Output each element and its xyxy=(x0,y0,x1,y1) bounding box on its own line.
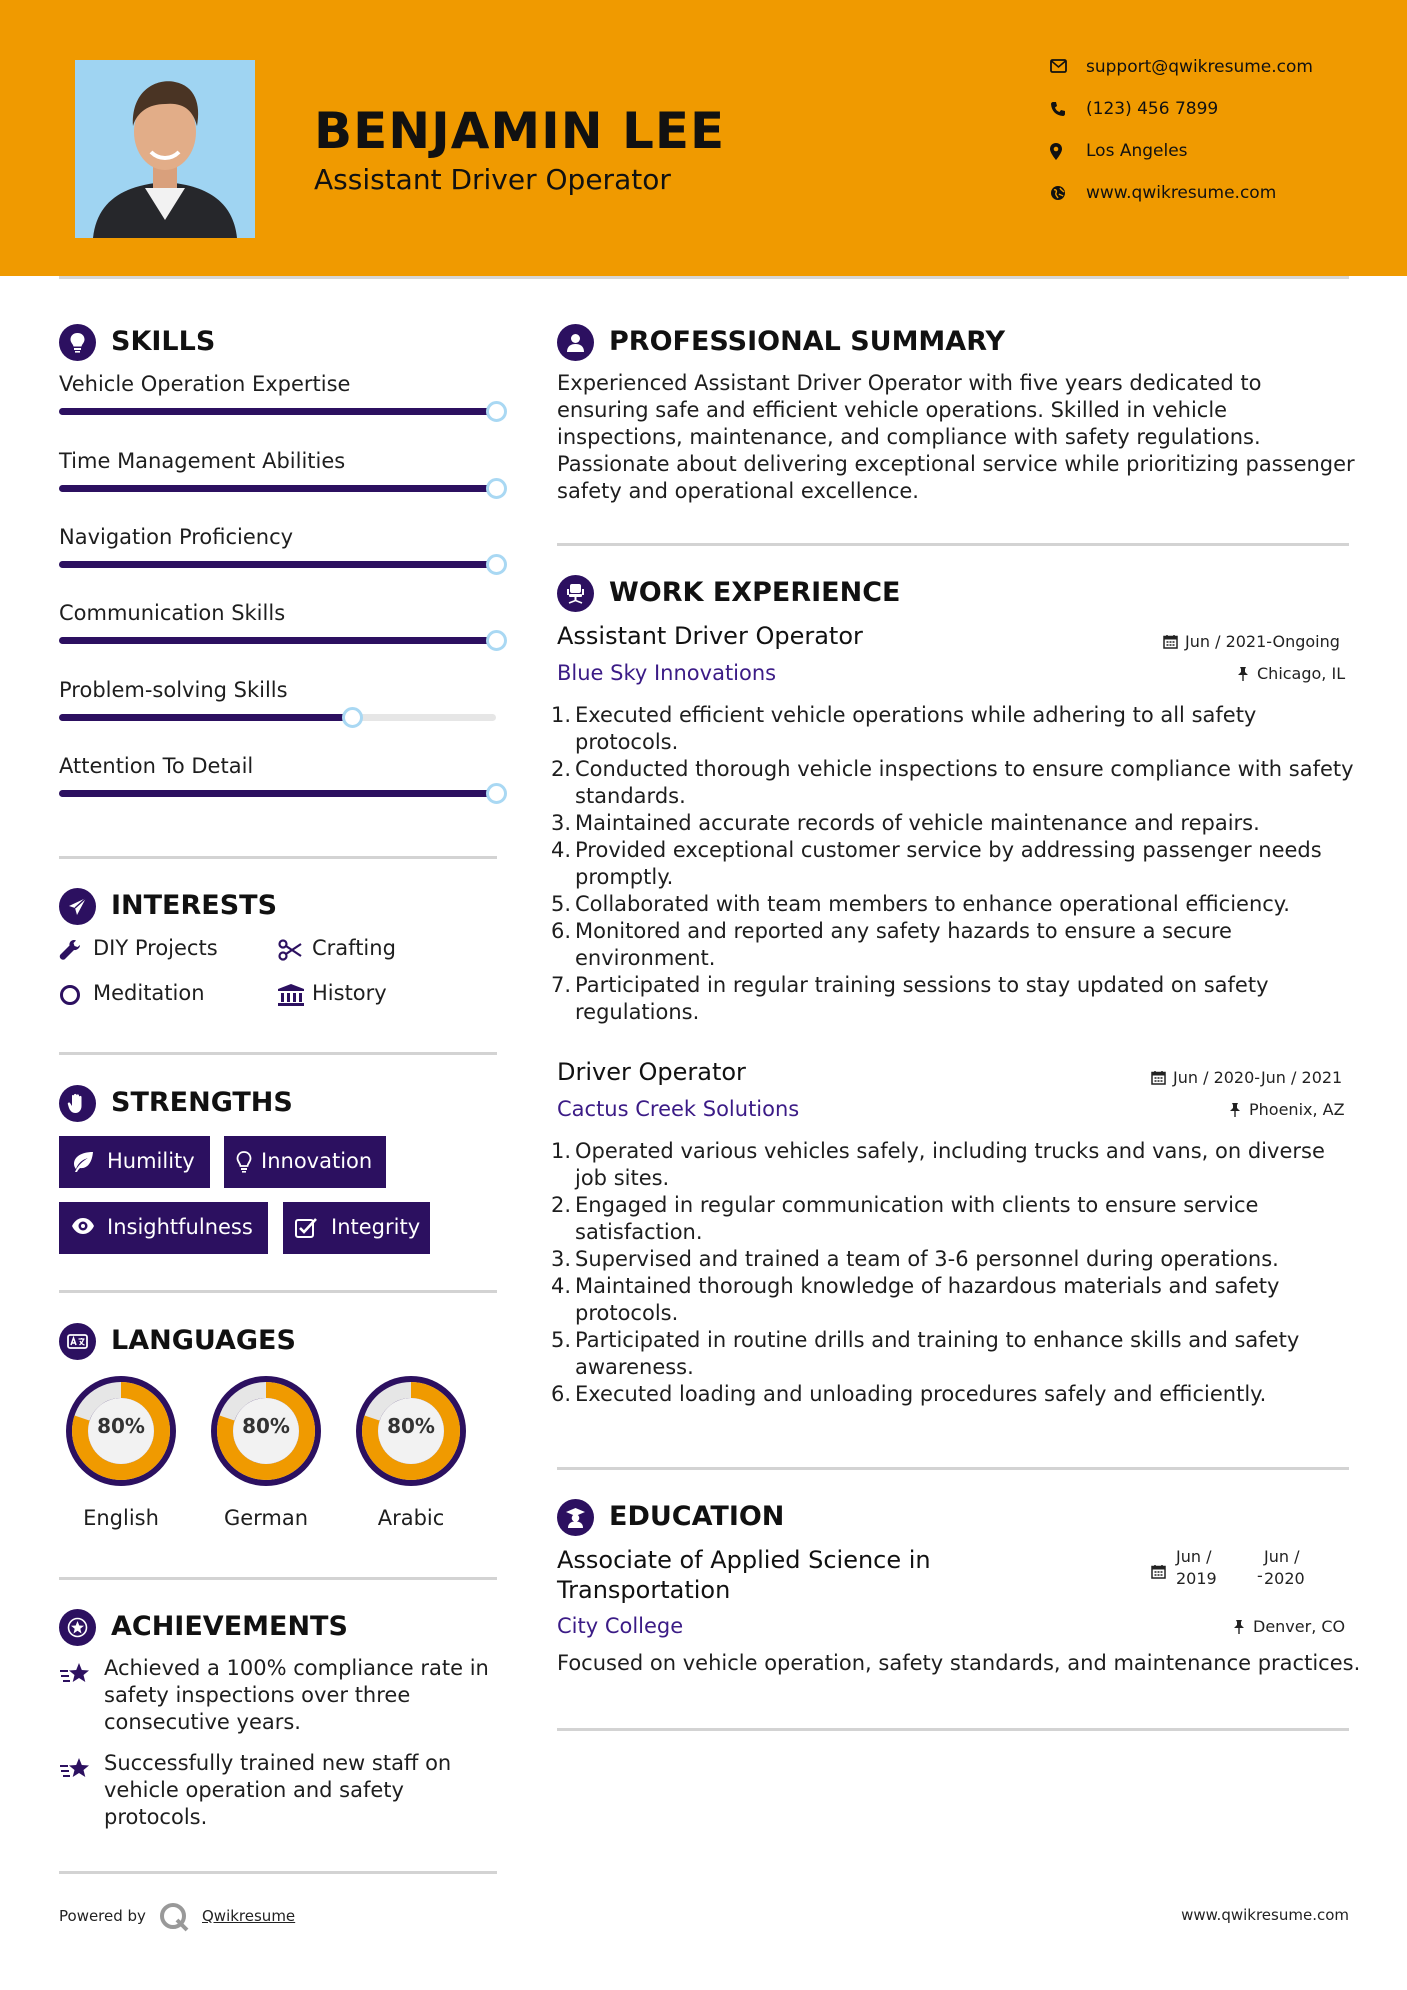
job-bullet-text: Executed loading and unloading procedures safely and efficiently. xyxy=(575,1382,1267,1406)
contact-location-text: Los Angeles xyxy=(1086,141,1188,161)
skill-label: Attention To Detail xyxy=(59,754,254,778)
job-bullet: 4. Maintained thorough knowledge of hazardous materials and safety protocols. xyxy=(551,1274,1280,1325)
skill-item xyxy=(59,372,509,428)
section-divider xyxy=(59,856,497,859)
museum-icon xyxy=(278,984,304,1006)
powered-by-text: Powered by xyxy=(59,1907,146,1925)
contact-location xyxy=(1050,140,1350,164)
skill-bar-fill xyxy=(59,408,496,415)
skill-bar xyxy=(59,561,496,568)
education-end-year: 2020 xyxy=(1264,1569,1305,1588)
skill-label: Communication Skills xyxy=(59,601,286,625)
strength-tag xyxy=(283,1202,430,1254)
contact-phone-text: (123) 456 7899 xyxy=(1086,99,1219,119)
language-card-icon xyxy=(59,1323,96,1360)
skill-item xyxy=(59,754,509,810)
strengths-title: STRENGTHS xyxy=(111,1087,293,1118)
job-bullets xyxy=(553,1138,1363,1408)
job-location-text: Phoenix, AZ xyxy=(1249,1100,1345,1119)
skill-bar-fill xyxy=(59,790,496,797)
star-badge-icon xyxy=(59,1609,96,1646)
job-bullet: 3. Maintained accurate records of vehicle maintenance and repairs. xyxy=(551,811,1260,835)
education-date-dash: - xyxy=(1257,1566,1263,1585)
shooting-star-icon xyxy=(59,1661,93,1687)
interest-label: Crafting xyxy=(312,936,396,960)
eye-icon xyxy=(71,1217,95,1235)
job-bullet: 2. Conducted thorough vehicle inspections to ensure compliance with safety standards. xyxy=(551,757,1354,808)
education-end-month: Jun / xyxy=(1264,1547,1300,1566)
strength-tag xyxy=(59,1202,268,1254)
circle-icon xyxy=(59,984,81,1006)
experience-title: WORK EXPERIENCE xyxy=(609,577,901,608)
resume-header xyxy=(0,0,1407,276)
strength-tag xyxy=(59,1136,210,1188)
candidate-name: BENJAMIN LEE xyxy=(314,102,726,160)
strength-label: Integrity xyxy=(331,1215,421,1239)
language-percent: 80% xyxy=(97,1414,145,1438)
calendar-icon xyxy=(1151,1070,1166,1085)
skill-bar-fill xyxy=(59,714,352,721)
user-icon xyxy=(557,324,594,361)
job-bullets xyxy=(553,702,1363,1026)
candidate-role: Assistant Driver Operator xyxy=(314,163,671,196)
phone-icon xyxy=(1050,101,1066,117)
contact-website[interactable] xyxy=(1050,182,1350,206)
achievement-item xyxy=(59,1750,489,1831)
section-divider xyxy=(557,1467,1349,1470)
section-divider xyxy=(59,1290,497,1293)
lightbulb-icon xyxy=(236,1151,252,1173)
job-title: Assistant Driver Operator xyxy=(557,622,863,650)
section-divider xyxy=(557,1728,1349,1731)
languages-title: LANGUAGES xyxy=(111,1325,296,1356)
education-start-month: Jun / xyxy=(1176,1547,1212,1566)
job-bullet: 4. Provided exceptional customer service by addressing passenger needs promptly. xyxy=(551,838,1322,889)
contact-phone[interactable] xyxy=(1050,98,1350,122)
job-bullet: 1. Executed efficient vehicle operations while adhering to all safety protocols. xyxy=(551,703,1257,754)
skill-bar-knob xyxy=(486,630,507,651)
section-divider xyxy=(59,1052,497,1055)
lightbulb-icon xyxy=(59,324,96,361)
strength-tag xyxy=(224,1136,386,1188)
skill-label: Navigation Proficiency xyxy=(59,525,294,549)
interest-label: DIY Projects xyxy=(93,936,218,960)
calendar-icon xyxy=(1151,1564,1166,1579)
skill-item xyxy=(59,525,509,581)
pushpin-icon xyxy=(1237,666,1249,681)
skill-bar-knob xyxy=(486,783,507,804)
job-bullet-text: Conducted thorough vehicle inspections to ensure compliance with safety standards. xyxy=(575,757,1354,808)
location-pin-icon xyxy=(1050,143,1062,160)
skill-bar-knob xyxy=(486,478,507,499)
calendar-icon xyxy=(1163,634,1178,649)
checkbox-icon xyxy=(295,1217,317,1239)
job-bullet-text: Participated in routine drills and training to enhance skills and safety awareness. xyxy=(575,1328,1300,1379)
interest-label: History xyxy=(312,981,387,1005)
shooting-star-icon xyxy=(59,1756,93,1782)
skill-label: Vehicle Operation Expertise xyxy=(59,372,351,396)
job-title: Driver Operator xyxy=(557,1058,746,1086)
pushpin-icon xyxy=(1233,1619,1245,1634)
brand-link[interactable]: Qwikresume xyxy=(202,1907,296,1925)
raised-hand-icon xyxy=(59,1085,96,1122)
degree-title: Associate of Applied Science in xyxy=(557,1546,931,1574)
school-name[interactable]: City College xyxy=(557,1614,684,1638)
section-divider xyxy=(557,543,1349,546)
skill-bar-knob xyxy=(486,401,507,422)
job-bullet-text: Provided exceptional customer service by addressing passenger needs promptly. xyxy=(575,838,1322,889)
strength-label: Insightfulness xyxy=(107,1215,253,1239)
job-bullet-text: Operated various vehicles safely, including trucks and vans, on diverse job sites. xyxy=(575,1139,1325,1190)
skill-label: Time Management Abilities xyxy=(59,449,346,473)
summary-text: Experienced Assistant Driver Operator with five years dedicated to ensuring safe and efficient vehicle operations. Skilled in vehicle inspections, maintenance, and compliance with safety regulations. Passionate about delivering exceptional service while prioritizing passenger safety and operational excellence. xyxy=(557,371,1355,503)
skill-item xyxy=(59,449,509,505)
achievements-title: ACHIEVEMENTS xyxy=(111,1611,348,1642)
job-bullet-text: Engaged in regular communication with clients to ensure service satisfaction. xyxy=(575,1193,1259,1244)
job-date-text: Jun / 2021-Ongoing xyxy=(1185,632,1340,651)
degree-title-line2: Transportation xyxy=(557,1576,731,1604)
achievement-text: Achieved a 100% compliance rate in safety inspections over three consecutive years. xyxy=(104,1656,489,1734)
skill-bar-knob xyxy=(342,707,363,728)
education-location-text: Denver, CO xyxy=(1253,1617,1346,1636)
scissors-icon xyxy=(278,939,302,961)
language-name: Arabic xyxy=(377,1506,445,1530)
job-bullet: 3. Supervised and trained a team of 3-6 personnel during operations. xyxy=(551,1247,1279,1271)
footer-url[interactable]: www.qwikresume.com xyxy=(1181,1906,1349,1924)
skill-bar-knob xyxy=(486,554,507,575)
skill-bar-fill xyxy=(59,637,496,644)
section-divider xyxy=(59,1577,497,1580)
wrench-icon xyxy=(59,939,81,961)
job-bullet: 7. Participated in regular training sessions to stay updated on safety regulations. xyxy=(551,973,1269,1024)
skill-bar xyxy=(59,637,496,644)
language-item xyxy=(59,1369,183,1529)
strength-label: Humility xyxy=(107,1149,195,1173)
interests-title: INTERESTS xyxy=(111,890,278,921)
contact-email-text: support@qwikresume.com xyxy=(1086,57,1313,77)
globe-icon xyxy=(1050,185,1066,201)
job-bullet: 1. Operated various vehicles safely, including trucks and vans, on diverse job sites. xyxy=(551,1139,1325,1190)
skills-title: SKILLS xyxy=(111,326,216,357)
language-percent: 80% xyxy=(387,1414,435,1438)
education-title: EDUCATION xyxy=(609,1501,785,1532)
job-bullet: 5. Collaborated with team members to enhance operational efficiency. xyxy=(551,892,1290,916)
strength-label: Innovation xyxy=(261,1149,373,1173)
company-name[interactable]: Cactus Creek Solutions xyxy=(557,1097,800,1121)
contact-website-text: www.qwikresume.com xyxy=(1086,183,1277,203)
language-item xyxy=(204,1369,328,1529)
profile-photo xyxy=(75,60,255,238)
header-divider xyxy=(59,276,1349,279)
job-bullet-text: Monitored and reported any safety hazards to ensure a secure environment. xyxy=(575,919,1232,970)
job-bullet-text: Participated in regular training sessions to stay updated on safety regulations. xyxy=(575,973,1269,1024)
language-name: English xyxy=(83,1506,159,1530)
skill-bar-fill xyxy=(59,561,496,568)
office-chair-icon xyxy=(557,575,594,612)
interest-label: Meditation xyxy=(93,981,205,1005)
job-bullet: 2. Engaged in regular communication with clients to ensure service satisfaction. xyxy=(551,1193,1259,1244)
job-bullet-text: Maintained thorough knowledge of hazardous materials and safety protocols. xyxy=(575,1274,1280,1325)
graduate-icon xyxy=(557,1499,594,1536)
achievement-item xyxy=(59,1655,489,1736)
education-start-year: 2019 xyxy=(1176,1569,1217,1588)
contact-email[interactable] xyxy=(1050,56,1350,80)
language-item xyxy=(349,1369,473,1529)
summary-title: PROFESSIONAL SUMMARY xyxy=(609,326,1006,357)
qwikresume-logo-icon xyxy=(157,1900,191,1934)
skill-bar xyxy=(59,790,496,797)
job-location-text: Chicago, IL xyxy=(1257,664,1346,683)
language-name: German xyxy=(223,1506,309,1530)
language-percent: 80% xyxy=(242,1414,290,1438)
job-bullet-text: Collaborated with team members to enhance operational efficiency. xyxy=(575,892,1290,916)
skill-item xyxy=(59,601,509,657)
job-bullet-text: Supervised and trained a team of 3-6 personnel during operations. xyxy=(575,1247,1279,1271)
education-description: Focused on vehicle operation, safety standards, and maintenance practices. xyxy=(557,1651,1361,1675)
section-divider xyxy=(59,1871,497,1874)
job-bullet-text: Executed efficient vehicle operations while adhering to all safety protocols. xyxy=(575,703,1257,754)
skill-label: Problem-solving Skills xyxy=(59,678,288,702)
job-bullet-text: Maintained accurate records of vehicle maintenance and repairs. xyxy=(575,811,1260,835)
leaf-icon xyxy=(71,1151,95,1173)
achievement-text: Successfully trained new staff on vehicle operation and safety protocols. xyxy=(104,1751,452,1829)
job-bullet: 6. Executed loading and unloading procedures safely and efficiently. xyxy=(551,1382,1267,1406)
skill-bar xyxy=(59,485,496,492)
pushpin-icon xyxy=(1229,1102,1241,1117)
job-bullet: 6. Monitored and reported any safety hazards to ensure a secure environment. xyxy=(551,919,1232,970)
skill-bar-fill xyxy=(59,485,496,492)
email-icon xyxy=(1050,59,1067,73)
skill-item xyxy=(59,678,509,734)
job-date-text: Jun / 2020-Jun / 2021 xyxy=(1173,1068,1343,1087)
paper-plane-icon xyxy=(59,888,96,925)
company-name[interactable]: Blue Sky Innovations xyxy=(557,661,777,685)
skill-bar xyxy=(59,408,496,415)
job-bullet: 5. Participated in routine drills and training to enhance skills and safety awareness. xyxy=(551,1328,1300,1379)
skill-bar xyxy=(59,714,496,721)
